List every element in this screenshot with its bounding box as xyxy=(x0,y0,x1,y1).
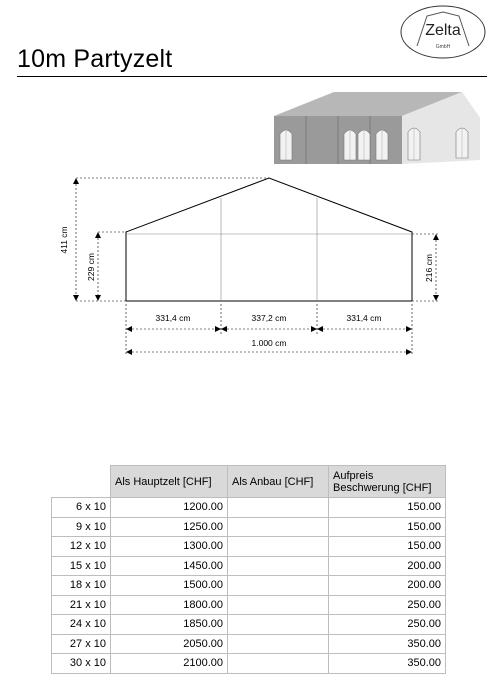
tent-image xyxy=(270,88,482,174)
table-row xyxy=(52,654,446,674)
segment-3-label: 331,4 cm xyxy=(346,313,382,323)
logo-sub: GmbH xyxy=(435,44,451,50)
row-hauptzelt-price: 1500.00 xyxy=(111,576,228,596)
row-aufpreis-price: 250.00 xyxy=(329,615,446,635)
row-size: 18 x 10 xyxy=(52,576,111,596)
row-size: 12 x 10 xyxy=(52,537,111,557)
row-anbau-price xyxy=(228,634,329,654)
row-anbau-price xyxy=(228,654,329,674)
row-anbau-price xyxy=(228,615,329,635)
table-row xyxy=(52,517,446,537)
logo-name: Zelta xyxy=(425,22,461,39)
row-hauptzelt-price: 1250.00 xyxy=(111,517,228,537)
table-row xyxy=(52,498,446,518)
table-row xyxy=(52,576,446,596)
row-aufpreis-price: 200.00 xyxy=(329,576,446,596)
row-hauptzelt-price: 2100.00 xyxy=(111,654,228,674)
table-row xyxy=(52,615,446,635)
table-row xyxy=(52,556,446,576)
header-aufpreis: Aufpreis Beschwerung [CHF] xyxy=(329,466,446,498)
total-width-label: 1.000 cm xyxy=(251,338,287,348)
page-title: 10m Partyzelt xyxy=(17,45,173,73)
row-aufpreis-price: 200.00 xyxy=(329,556,446,576)
row-anbau-price xyxy=(228,556,329,576)
row-hauptzelt-price: 1450.00 xyxy=(111,556,228,576)
table-row xyxy=(52,634,446,654)
row-anbau-price xyxy=(228,498,329,518)
row-anbau-price xyxy=(228,537,329,557)
row-hauptzelt-price: 1800.00 xyxy=(111,595,228,615)
row-aufpreis-price: 150.00 xyxy=(329,517,446,537)
row-hauptzelt-price: 1850.00 xyxy=(111,615,228,635)
row-size: 9 x 10 xyxy=(52,517,111,537)
zelta-logo xyxy=(399,4,487,60)
price-table xyxy=(51,465,446,674)
segment-2-label: 337,2 cm xyxy=(251,313,287,323)
segment-1-label: 331,4 cm xyxy=(155,313,191,323)
header-blank xyxy=(52,466,111,498)
table-row xyxy=(52,595,446,615)
row-size: 6 x 10 xyxy=(52,498,111,518)
row-size: 21 x 10 xyxy=(52,595,111,615)
row-size: 30 x 10 xyxy=(52,654,111,674)
height-left-label: 229 cm xyxy=(86,253,96,281)
row-size: 15 x 10 xyxy=(52,556,111,576)
row-size: 27 x 10 xyxy=(52,634,111,654)
tent-cross-section xyxy=(40,168,460,368)
row-anbau-price xyxy=(228,517,329,537)
row-aufpreis-price: 150.00 xyxy=(329,537,446,557)
row-hauptzelt-price: 1300.00 xyxy=(111,537,228,557)
row-aufpreis-price: 350.00 xyxy=(329,654,446,674)
header-hauptzelt: Als Hauptzelt [CHF] xyxy=(111,466,228,498)
height-total-label: 411 cm xyxy=(59,226,69,254)
row-hauptzelt-price: 2050.00 xyxy=(111,634,228,654)
row-hauptzelt-price: 1200.00 xyxy=(111,498,228,518)
row-aufpreis-price: 150.00 xyxy=(329,498,446,518)
row-size: 24 x 10 xyxy=(52,615,111,635)
row-aufpreis-price: 250.00 xyxy=(329,595,446,615)
header-anbau: Als Anbau [CHF] xyxy=(228,466,329,498)
table-row xyxy=(52,537,446,557)
title-divider xyxy=(17,76,487,77)
row-anbau-price xyxy=(228,595,329,615)
row-aufpreis-price: 350.00 xyxy=(329,634,446,654)
height-right-label: 216 cm xyxy=(424,254,434,282)
row-anbau-price xyxy=(228,576,329,596)
table-header-row xyxy=(52,466,446,498)
